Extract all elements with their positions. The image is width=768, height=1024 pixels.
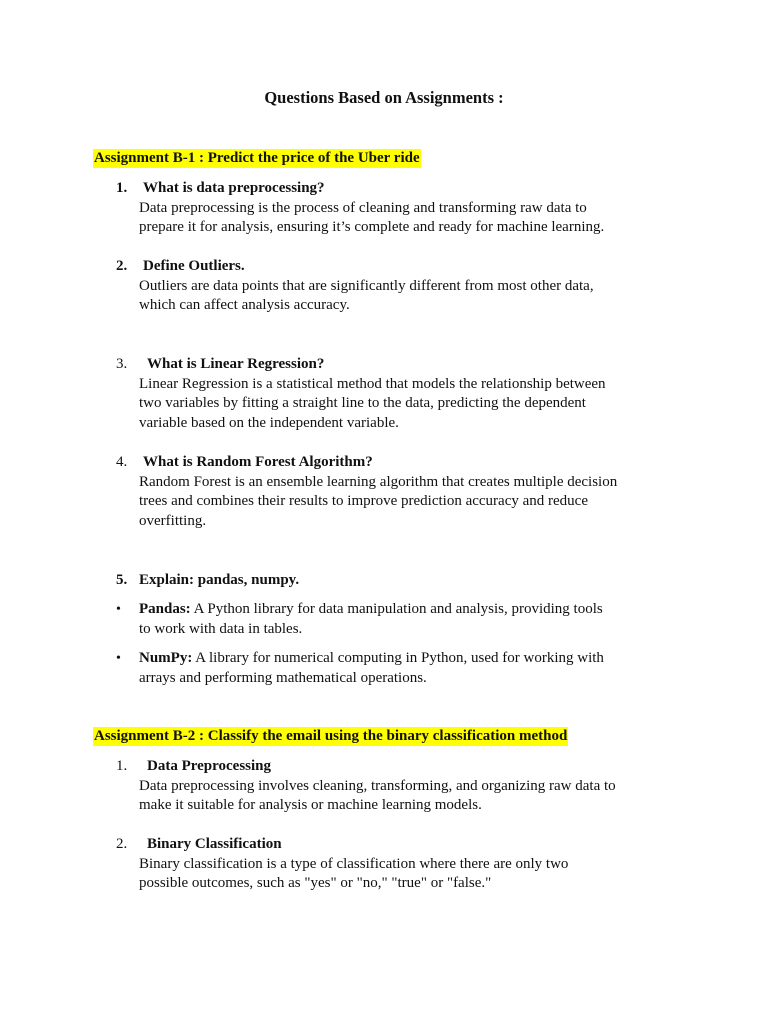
question-number: 1.	[116, 180, 128, 196]
question-answer	[139, 777, 699, 816]
question-title: What is data preprocessing?	[143, 180, 325, 196]
bullet-text	[139, 649, 699, 688]
question-title: Data Preprocessing	[147, 758, 272, 774]
answer-line: Outliers are data points that are significantly different from most other data,	[139, 277, 594, 294]
answer-line: overfitting.	[139, 512, 207, 529]
question-number: 4.	[116, 454, 128, 470]
bullet-glyph: •	[116, 651, 121, 666]
bullet-glyph: •	[116, 602, 121, 617]
bullet-term: NumPy:	[139, 650, 193, 666]
question-answer	[139, 473, 699, 532]
answer-line: two variables by fitting a straight line to the data, predicting the dependent	[139, 395, 586, 412]
bullet-line: A Python library for data manipulation and analysis, providing tools	[190, 601, 603, 617]
bullet-line: to work with data in tables.	[139, 620, 303, 637]
bullet-line: arrays and performing mathematical operations.	[139, 669, 427, 686]
answer-line: which can affect analysis accuracy.	[139, 297, 350, 314]
question-title: Binary Classification	[147, 836, 282, 852]
assignment-heading-b2: Assignment B-2 : Classify the email using the binary classification method	[94, 728, 568, 744]
question-answer	[139, 375, 699, 434]
question-number: 2.	[116, 836, 128, 852]
question-title: What is Random Forest Algorithm?	[143, 454, 373, 470]
question-number: 1.	[116, 758, 128, 774]
answer-line: variable based on the independent variable.	[139, 414, 399, 431]
answer-line: possible outcomes, such as "yes" or "no," "true" or "false."	[139, 875, 492, 892]
question-title: Explain: pandas, numpy.	[139, 572, 300, 588]
assignment-heading-b1: Assignment B-1 : Predict the price of the Uber ride	[94, 150, 420, 166]
question-number: 5.	[116, 572, 128, 588]
question-answer	[139, 277, 699, 316]
question-title: What is Linear Regression?	[147, 356, 325, 372]
bullet-text	[139, 600, 699, 639]
question-title: Define Outliers.	[143, 258, 245, 274]
bullet-line: A library for numerical computing in Python, used for working with	[192, 650, 604, 666]
answer-line: trees and combines their results to improve prediction accuracy and reduce	[139, 493, 588, 510]
answer-line: Random Forest is an ensemble learning algorithm that creates multiple decision	[139, 473, 618, 490]
answer-line: make it suitable for analysis or machine learning models.	[139, 797, 482, 814]
answer-line: Linear Regression is a statistical method that models the relationship between	[139, 375, 606, 392]
answer-line: prepare it for analysis, ensuring it’s complete and ready for machine learning.	[139, 219, 605, 236]
bullet-term: Pandas:	[139, 601, 191, 617]
question-answer	[139, 855, 699, 894]
page-title: Questions Based on Assignments :	[264, 88, 504, 107]
answer-line: Data preprocessing is the process of cleaning and transforming raw data to	[139, 199, 587, 216]
question-number: 3.	[116, 356, 128, 372]
answer-line: Binary classification is a type of classification where there are only two	[139, 855, 569, 872]
question-answer	[139, 199, 699, 238]
answer-line: Data preprocessing involves cleaning, transforming, and organizing raw data to	[139, 777, 616, 794]
question-number: 2.	[116, 258, 128, 274]
